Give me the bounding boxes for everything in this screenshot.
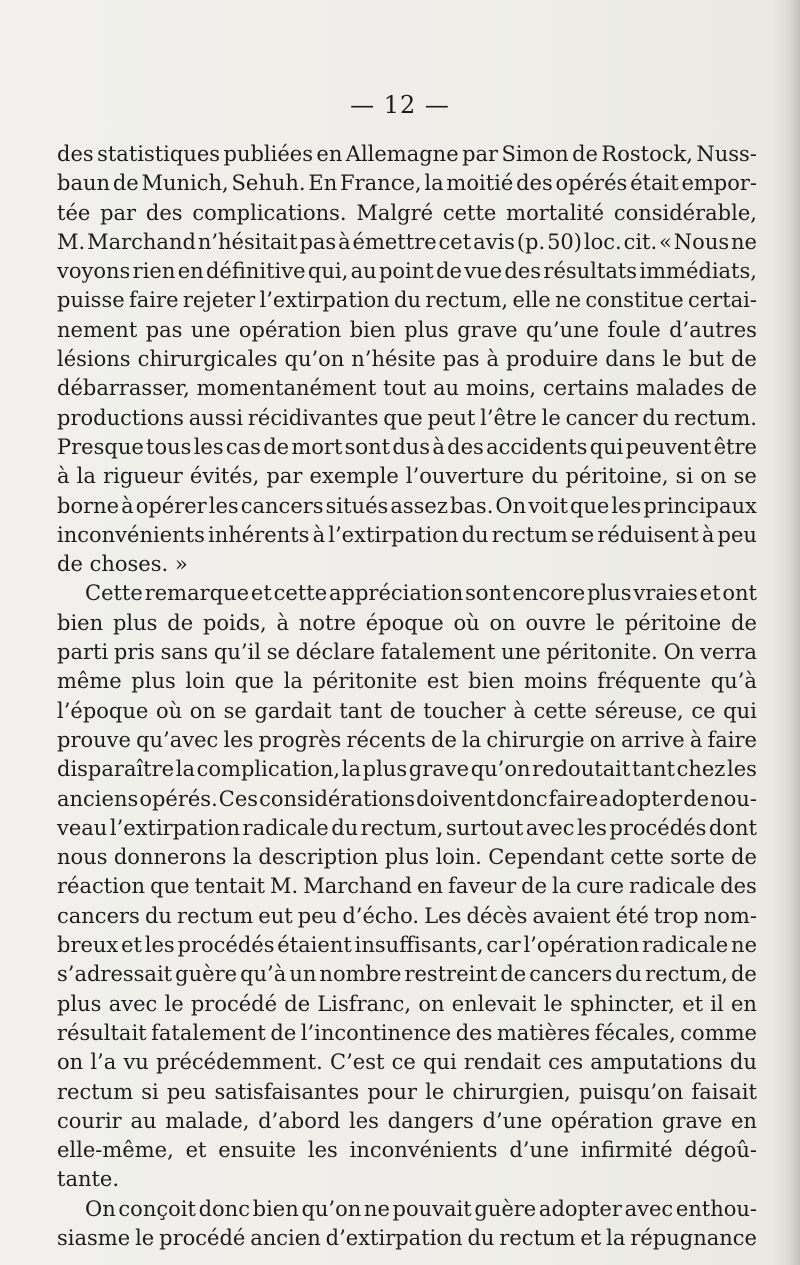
- text-line: courir au malade, d’abord les dangers d’une opération grave en: [57, 1108, 757, 1133]
- text-line: réaction que tentait M. Marchand en faveur de la cure radicale des: [57, 874, 757, 899]
- text-line: voyons rien en définitive qui, au point de vue des résultats immédiats,: [57, 259, 757, 284]
- text-line: M. Marchand n’hésitait pas à émettre cet avis (p. 50) loc. cit. « Nous ne: [57, 229, 757, 254]
- text-line: siasme le procédé ancien d’extirpation du rectum et la répugnance: [57, 1225, 757, 1250]
- text-line: plus avec le procédé de Lisfranc, on enlevait le sphincter, et il en: [57, 991, 757, 1016]
- text-line: de choses. »: [57, 552, 188, 577]
- text-line: des statistiques publiées en Allemagne par Simon de Rostock, Nuss-: [57, 142, 757, 166]
- text-line: lésions chirurgicales qu’on n’hésite pas à produire dans le but de: [57, 347, 757, 372]
- text-line: veau l’extirpation radicale du rectum, surtout avec les procédés dont: [57, 815, 757, 840]
- text-line: Presque tous les cas de mort sont dus à des accidents qui peuvent être: [57, 434, 757, 459]
- text-line: l’époque où on se gardait tant de toucher à cette séreuse, ce qui: [57, 698, 757, 723]
- text-line: tante.: [57, 1167, 120, 1192]
- text-line: baun de Munich, Sehuh. En France, la moitié des opérés était empor-: [57, 171, 757, 196]
- paragraph-first-line: On conçoit donc bien qu’on ne pouvait guère adopter avec enthou-: [85, 1196, 757, 1221]
- text-line: débarrasser, momentanément tout au moins, certains malades de: [57, 376, 757, 401]
- text-line: à la rigueur évités, par exemple l’ouverture du péritoine, si on se: [57, 464, 757, 489]
- text-line: même plus loin que la péritonite est bien moins fréquente qu’à: [57, 669, 757, 694]
- body-text: [57, 140, 757, 1253]
- page-number: — 12 —: [350, 91, 450, 119]
- text-line: on l’a vu précédemment. C’est ce qui rendait ces amputations du: [57, 1050, 757, 1075]
- text-line: productions aussi récidivantes que peut l’être le cancer du rectum.: [57, 405, 757, 430]
- text-line: elle-même, et ensuite les inconvénients d’une infirmité dégoû-: [57, 1138, 757, 1163]
- text-line: rectum si peu satisfaisantes pour le chirurgien, puisqu’on faisait: [57, 1079, 757, 1104]
- text-line: résultait fatalement de l’incontinence des matières fécales, comme: [57, 1020, 757, 1045]
- paragraph-first-line: Cette remarque et cette appréciation sont encore plus vraies et ont: [85, 581, 757, 606]
- text-line: cancers du rectum eut peu d’écho. Les décès avaient été trop nom-: [57, 903, 757, 928]
- text-line: breux et les procédés étaient insuffisants, car l’opération radicale ne: [57, 933, 757, 958]
- page-edge-shadow: [772, 0, 800, 1265]
- text-line: bien plus de poids, à notre époque où on ouvre le péritoine de: [57, 610, 757, 635]
- text-line: prouve qu’avec les progrès récents de la chirurgie on arrive à faire: [57, 727, 757, 752]
- text-line: disparaître la complication, la plus grave qu’on redoutait tant chez les: [57, 757, 757, 782]
- text-line: puisse faire rejeter l’extirpation du rectum, elle ne constitue certai-: [57, 288, 757, 313]
- text-line: nous donnerons la description plus loin. Cependant cette sorte de: [57, 845, 757, 870]
- text-line: parti pris sans qu’il se déclare fatalement une péritonite. On verra: [57, 640, 757, 665]
- text-line: anciens opérés. Ces considérations doivent donc faire adopter de nou-: [57, 786, 757, 811]
- text-line: nement pas une opération bien plus grave qu’une foule d’autres: [57, 317, 757, 342]
- text-line: inconvénients inhérents à l’extirpation du rectum se réduisent à peu: [57, 522, 757, 547]
- text-line: borne à opérer les cancers situés assez bas. On voit que les principaux: [57, 493, 757, 518]
- text-line: tée par des complications. Malgré cette mortalité considérable,: [57, 200, 757, 225]
- text-line: s’adressait guère qu’à un nombre restreint de cancers du rectum, de: [57, 962, 757, 987]
